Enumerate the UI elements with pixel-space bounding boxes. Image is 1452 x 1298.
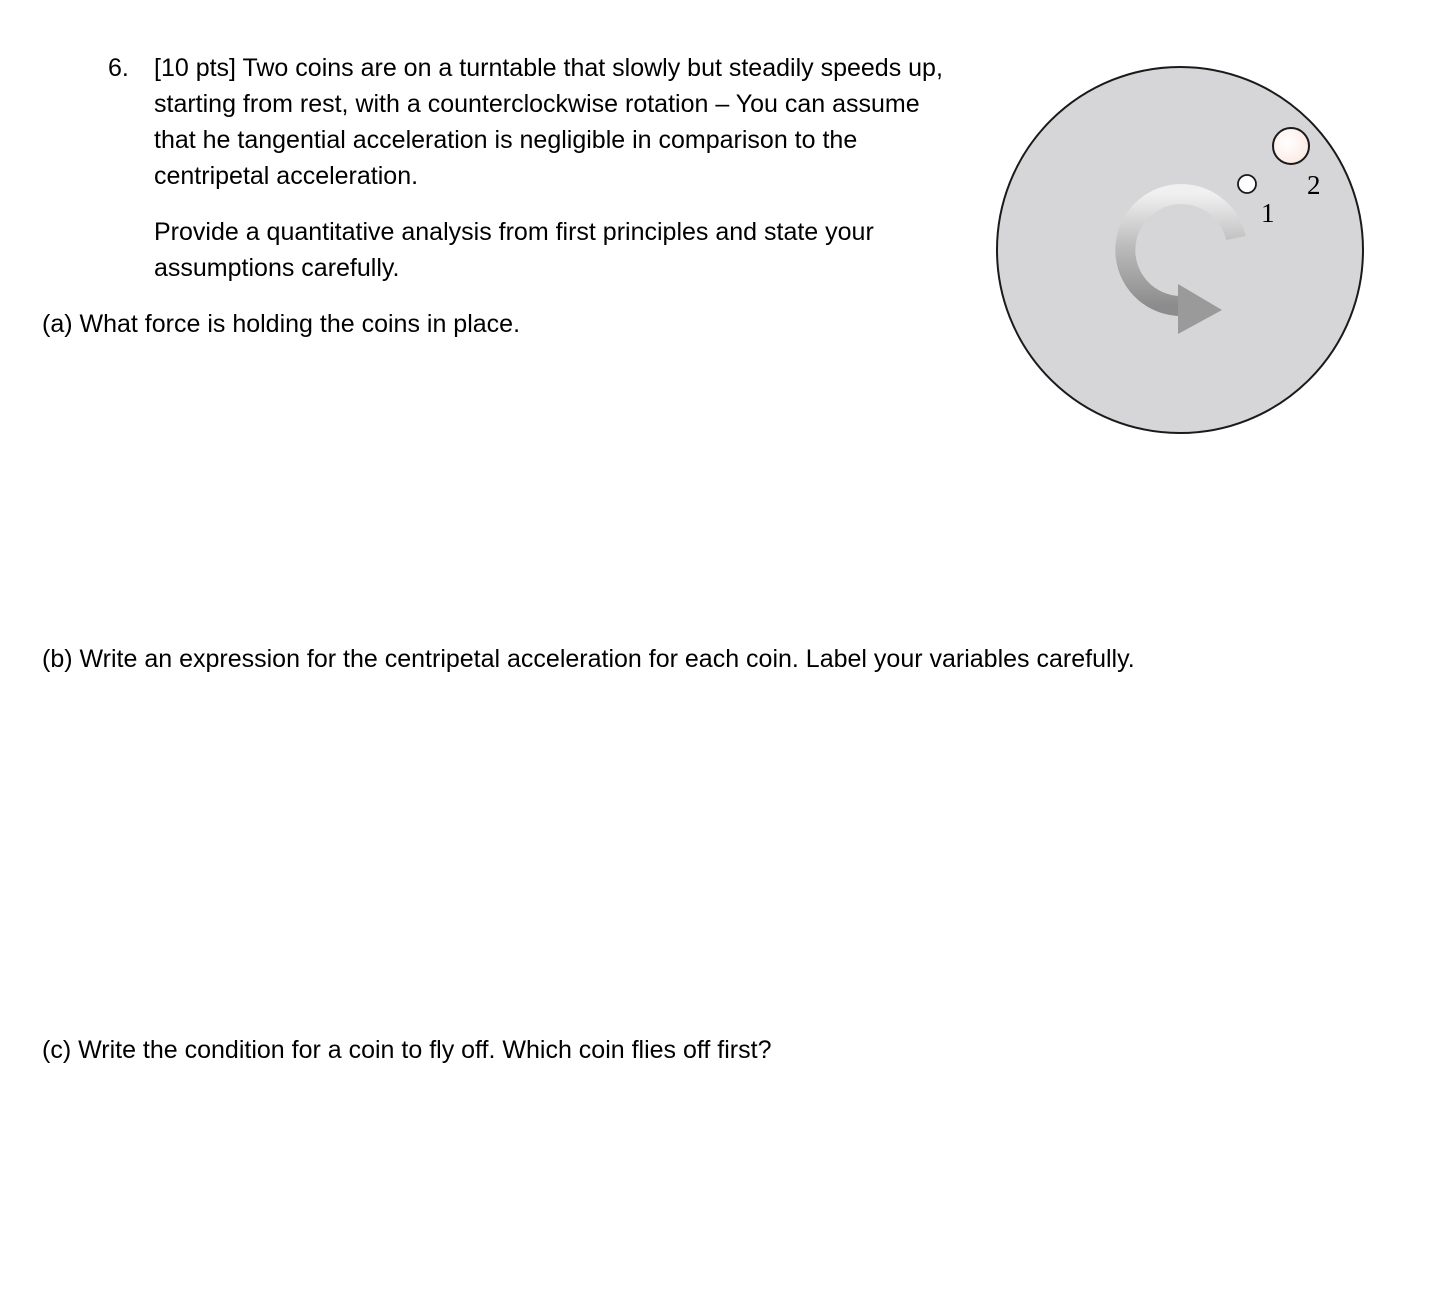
problem-6 bbox=[108, 50, 968, 286]
problem-instruction: Provide a quantitative analysis from first principles and state your assumptions carefully. bbox=[154, 218, 874, 282]
turntable-disc bbox=[997, 67, 1363, 433]
coin-1 bbox=[1238, 175, 1256, 193]
turntable-diagram bbox=[992, 62, 1368, 438]
part-b-question: (b) Write an expression for the centripetal acceleration for each coin. Label your variables carefully. bbox=[42, 645, 1135, 673]
problem-body bbox=[154, 50, 968, 286]
turntable-figure bbox=[992, 62, 1368, 438]
coin-2-label: 2 bbox=[1307, 170, 1321, 200]
problem-number: 6. bbox=[108, 54, 129, 82]
coin-1-label: 1 bbox=[1261, 198, 1275, 228]
part-a-question: (a) What force is holding the coins in place. bbox=[42, 310, 521, 338]
coin-2 bbox=[1273, 128, 1309, 164]
part-c-question: (c) Write the condition for a coin to fly off. Which coin flies off first? bbox=[42, 1036, 772, 1064]
problem-statement: [10 pts] Two coins are on a turntable that slowly but steadily speeds up, starting from rest, with a counterclockwise rotation – You can assume that he tangential acceleration is negligible in comparison to the centripetal acceleration. bbox=[154, 54, 943, 190]
